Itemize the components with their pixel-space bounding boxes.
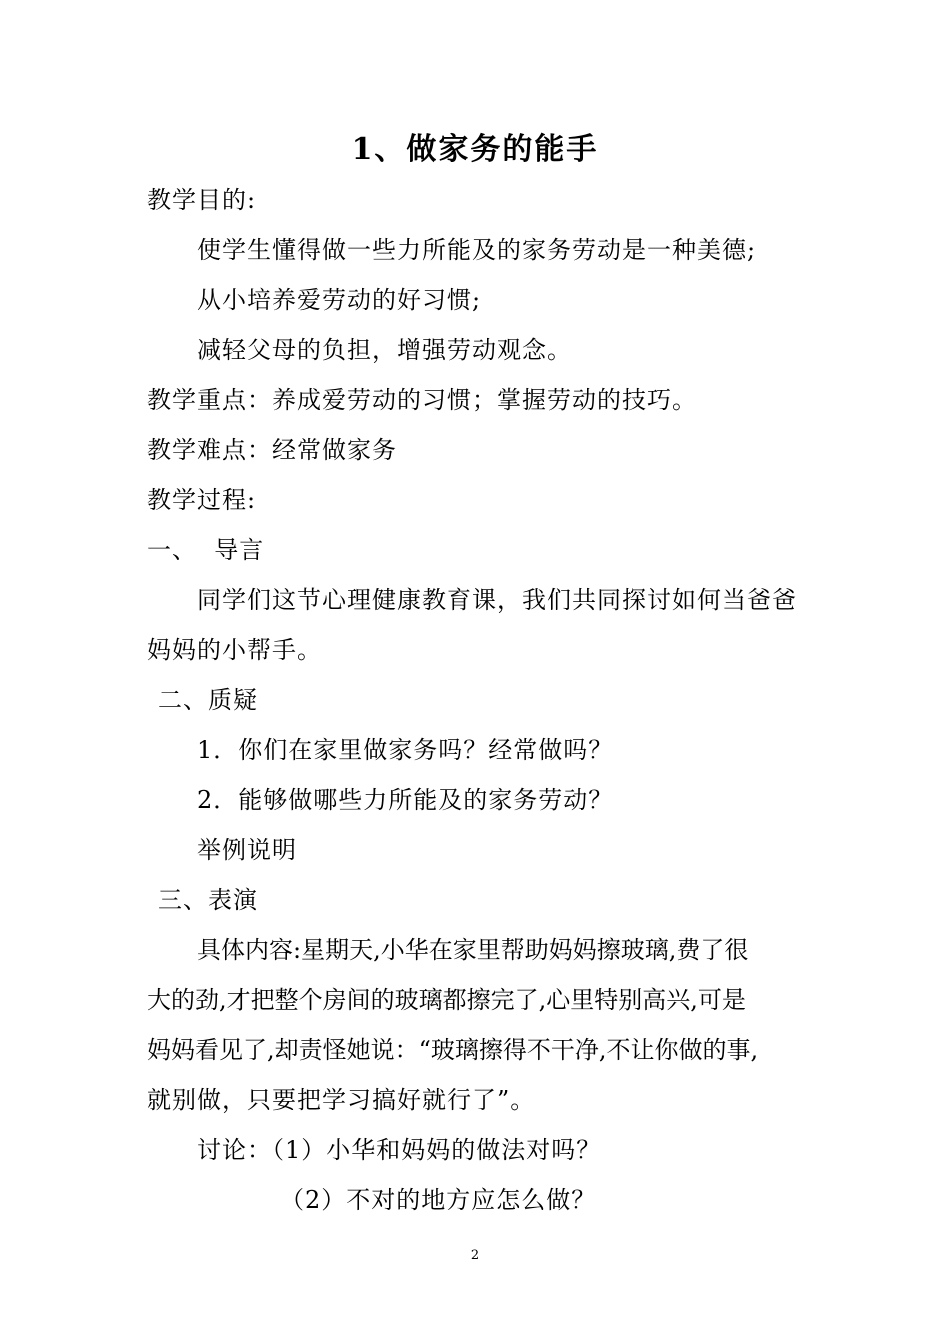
section-heading: 三、表演 [158,886,258,914]
text-line: 同学们这节心理健康教育课，我们共同探讨如何当爸爸 [197,586,797,614]
section-heading: 一、 导言 [147,536,265,564]
list-item: 1．你们在家里做家务吗？经常做吗？ [197,736,614,764]
text-line: 具体内容:星期天,小华在家里帮助妈妈擦玻璃,费了很 [197,936,749,964]
text-line: 举例说明 [197,836,297,864]
page-number: 2 [470,1248,480,1263]
discussion-question: （2）不对的地方应怎么做？ [280,1186,597,1214]
text-line: 从小培养爱劳动的好习惯; [197,286,482,314]
text-line: 教学难点：经常做家务 [147,436,397,464]
text-line: 妈妈看见了,却责怪她说：“玻璃擦得不干净,不让你做的事, [147,1036,759,1064]
text-line: 教学目的: [147,186,257,214]
text-line: 教学过程: [147,486,257,514]
text-line: 使学生懂得做一些力所能及的家务劳动是一种美德; [197,236,757,264]
text-line: 教学重点：养成爱劳动的习惯；掌握劳动的技巧。 [147,386,697,414]
list-item: 2．能够做哪些力所能及的家务劳动？ [197,786,614,814]
text-line: 妈妈的小帮手。 [147,636,322,664]
section-heading: 二、质疑 [158,686,258,714]
text-line: 大的劲,才把整个房间的玻璃都擦完了,心里特别高兴,可是 [147,986,746,1014]
document-title: 1、做家务的能手 [351,132,599,167]
text-line: 就别做，只要把学习搞好就行了”。 [147,1086,536,1114]
text-line: 减轻父母的负担，增强劳动观念。 [197,336,572,364]
discussion-question: 讨论：（1）小华和妈妈的做法对吗？ [197,1136,602,1164]
